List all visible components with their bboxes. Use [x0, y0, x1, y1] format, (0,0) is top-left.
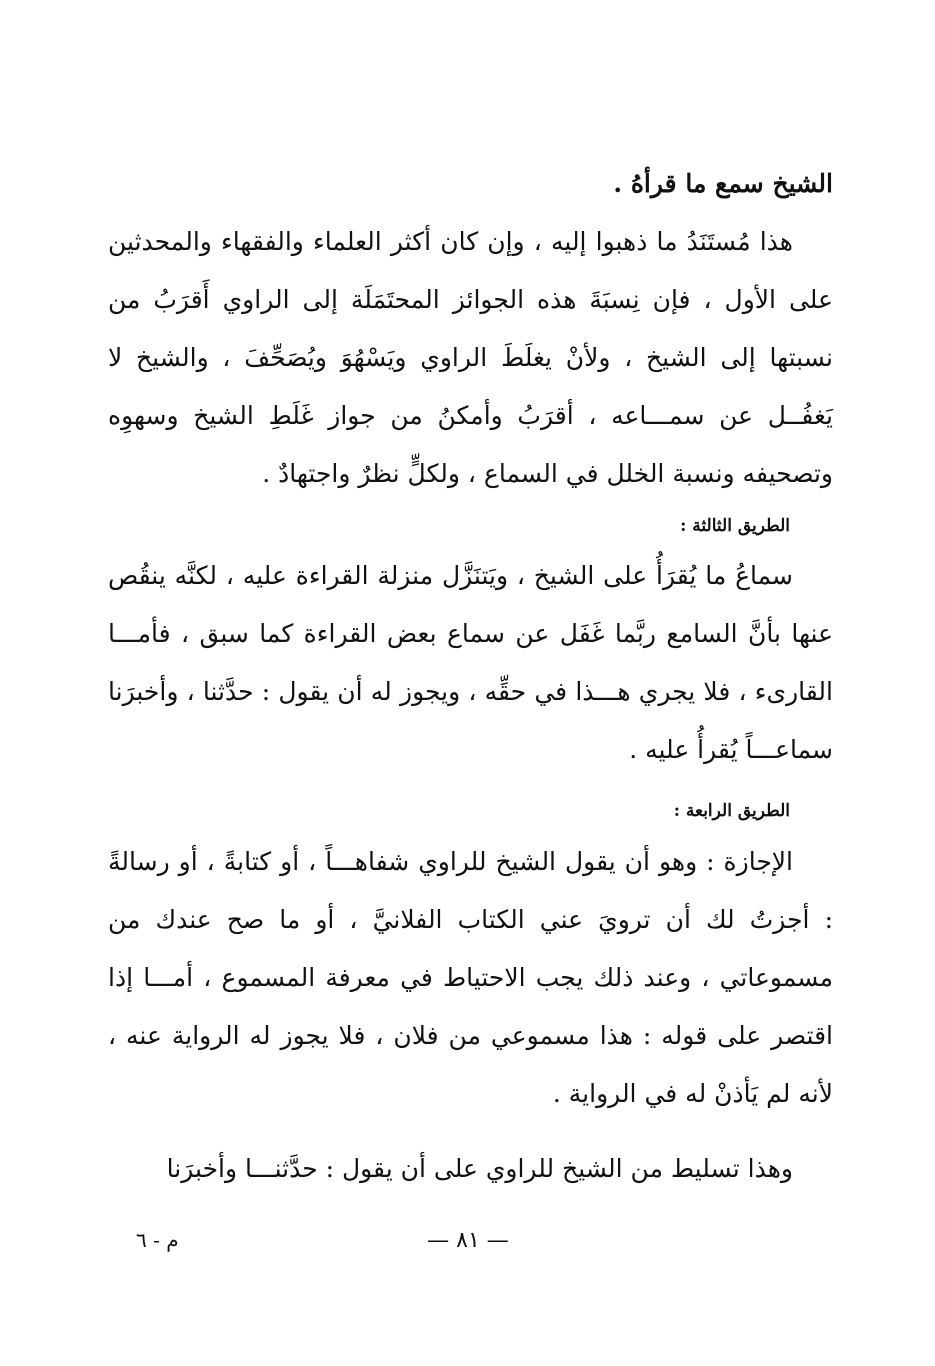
- paragraph-2: [108, 547, 833, 779]
- continuation-line: الشيخ سمع ما قرأهُ .: [613, 169, 833, 198]
- signature-mark: م - ٦: [136, 1228, 179, 1252]
- paragraph-4: [108, 1140, 833, 1198]
- paragraph-1: [108, 213, 833, 503]
- paragraph-3-text: الإجازة : وهو أن يقول الشيخ للراوي شفاهـــاً ، أو كتابةً ، أو رسالةً : أجزتُ لك أن ترويَ عني الكتاب الفلانيَّ ، أو ما صح عندك من مسموعاتي ، وعند ذلك يجب الاحتياط في معرفة المسموع ، أمـــا إذا اقتصر على قوله : هذا مسموعي من فلان ، فلا يجوز له الرواية عنه ، لأنه لم يَأذنْ له في الرواية .: [108, 847, 833, 1108]
- heading-fourth-way: الطريق الرابعة :: [673, 801, 790, 821]
- heading-third-way: الطريق الثالثة :: [680, 516, 790, 536]
- paragraph-4-text: وهذا تسليط من الشيخ للراوي على أن يقول : حدَّثنـــا وأخبرَنا: [166, 1154, 793, 1183]
- paragraph-3: [108, 833, 833, 1123]
- paragraph-1-text: هذا مُستَنَدُ ما ذهبوا إليه ، وإن كان أكثر العلماء والفقهاء والمحدثين على الأول ، فإن نِسبَةَ هذه الجوائز المحتَمَلَة إلى الراوي أَقرَبُ من نسبتها إلى الشيخ ، ولأنْ يغلَطَ الراوي ويَسْهُوَ ويُصَحِّفَ ، والشيخ لا يَغفُــل عن سمـــاعه ، أقرَبُ وأمكنُ من جواز غَلَطِ الشيخ وسهوِه وتصحيفه ونسبة الخلل في السماع ، ولكلٍّ نظرٌ واجتهادٌ .: [108, 227, 833, 488]
- paragraph-2-text: سماعُ ما يُقرَأُ على الشيخ ، ويَتنَزَّل منزلة القراءة عليه ، لكنَّه ينقُص عنها بأنَّ السامع ربَّما غَفَل عن سماع بعض القراءة كما سبق ، فأمـــا القارىء ، فلا يجري هـــذا في حقِّه ، ويجوز له أن يقول : حدَّثنا ، وأخبرَنا سماعـــاً يُقرأُ عليه .: [108, 561, 833, 764]
- page-number: — ٨١ —: [427, 1228, 509, 1253]
